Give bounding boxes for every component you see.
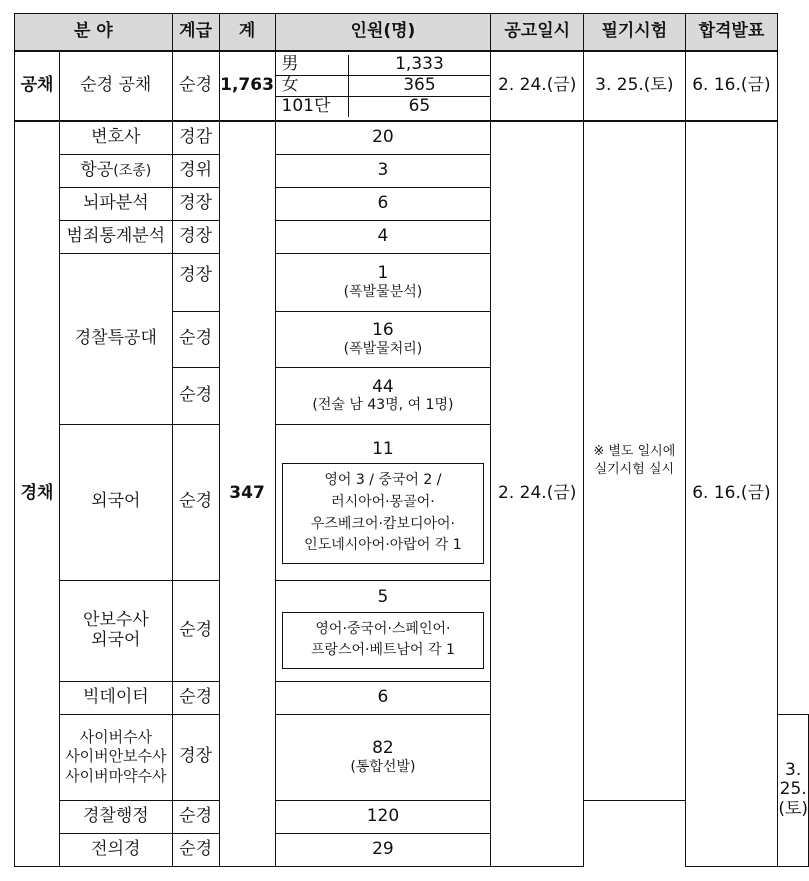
veterans-rank: 순경 bbox=[172, 833, 219, 866]
public-result-date: 6. 16.(금) bbox=[685, 51, 778, 121]
lawyer-count: 20 bbox=[275, 121, 491, 154]
security-foreign-field-line-1: 안보수사 bbox=[82, 609, 149, 630]
veterans-field: 전의경 bbox=[60, 833, 173, 866]
public-rank: 순경 bbox=[172, 51, 219, 121]
foreign-detail-box bbox=[282, 463, 485, 564]
swat-count-2-detail: (폭발물처리) bbox=[343, 340, 423, 357]
header-field: 분 야 bbox=[15, 14, 173, 52]
public-breakdown-table bbox=[276, 55, 491, 117]
swat-field: 경찰특공대 bbox=[60, 253, 173, 424]
security-foreign-count-value: 5 bbox=[377, 587, 389, 608]
lawyer-field: 변호사 bbox=[60, 121, 173, 154]
swat-count-3-value: 44 bbox=[372, 376, 394, 397]
eeg-field: 뇌파분석 bbox=[60, 187, 173, 220]
bigdata-field: 빅데이터 bbox=[60, 681, 173, 714]
crimestat-rank: 경장 bbox=[172, 220, 219, 253]
special-written-exam: 3. 25.(토) bbox=[778, 714, 809, 866]
foreign-count-value: 11 bbox=[372, 438, 394, 459]
public-notice-date: 2. 24.(금) bbox=[491, 51, 584, 121]
breakdown-row bbox=[276, 76, 491, 97]
public-category: 공채 bbox=[15, 51, 60, 121]
security-foreign-field bbox=[60, 580, 173, 681]
swat-count-1-value: 1 bbox=[377, 263, 389, 284]
cyber-field-line-2: 사이버안보수사 bbox=[65, 747, 167, 766]
bigdata-count: 6 bbox=[275, 681, 491, 714]
swat-count-2 bbox=[275, 311, 491, 367]
cyber-field bbox=[60, 714, 173, 800]
recruitment-schedule-table bbox=[14, 13, 809, 867]
eeg-rank: 경장 bbox=[172, 187, 219, 220]
special-result-date: 6. 16.(금) bbox=[685, 121, 778, 866]
public-written-exam: 3. 25.(토) bbox=[584, 51, 685, 121]
cyber-count-detail: (통합선발) bbox=[350, 758, 416, 775]
foreign-detail-line: 러시아어·몽골어· bbox=[331, 494, 435, 511]
recruitment-table-page bbox=[14, 13, 809, 867]
public-total: 1,763 bbox=[219, 51, 275, 121]
swat-rank-3: 순경 bbox=[172, 367, 219, 424]
header-rank: 계급 bbox=[172, 14, 219, 52]
breakdown-value-female: 365 bbox=[348, 76, 490, 97]
security-foreign-detail-box bbox=[282, 612, 485, 669]
breakdown-label-female: 女 bbox=[276, 76, 349, 97]
header-personnel: 인원(명) bbox=[275, 14, 491, 52]
note-line-1: ※ 별도 일시에 bbox=[593, 444, 676, 460]
header-row bbox=[15, 14, 809, 52]
public-field: 순경 공채 bbox=[60, 51, 173, 121]
admin-count: 120 bbox=[275, 800, 491, 833]
lawyer-rank: 경감 bbox=[172, 121, 219, 154]
breakdown-value-101: 65 bbox=[348, 97, 490, 118]
swat-count-3-detail: (전술 남 43명, 여 1명) bbox=[312, 397, 454, 414]
cyber-count bbox=[275, 714, 491, 800]
header-notice-date: 공고일시 bbox=[491, 14, 584, 52]
foreign-detail-line: 우즈베크어·캄보디아어· bbox=[310, 515, 455, 532]
cyber-rank: 경장 bbox=[172, 714, 219, 800]
aviation-field-main: 항공 bbox=[80, 159, 114, 180]
swat-count-3 bbox=[275, 367, 491, 424]
breakdown-row bbox=[276, 97, 491, 118]
bigdata-rank: 순경 bbox=[172, 681, 219, 714]
swat-rank-2: 순경 bbox=[172, 311, 219, 367]
swat-count-1 bbox=[275, 253, 491, 311]
aviation-rank: 경위 bbox=[172, 154, 219, 187]
special-written-exam-note bbox=[584, 121, 685, 800]
header-written-exam: 필기시험 bbox=[584, 14, 685, 52]
security-foreign-field-line-2: 외국어 bbox=[91, 629, 141, 650]
foreign-detail-line: 인도네시아어·아랍어 각 1 bbox=[304, 537, 462, 554]
breakdown-value-male: 1,333 bbox=[395, 54, 444, 75]
header-total: 계 bbox=[219, 14, 275, 52]
crimestat-field: 범죄통계분석 bbox=[60, 220, 173, 253]
header-result-date: 합격발표 bbox=[685, 14, 778, 52]
public-breakdown bbox=[275, 51, 491, 121]
eeg-count: 6 bbox=[275, 187, 491, 220]
security-foreign-detail-line: 영어·중국어·스페인어· bbox=[315, 620, 451, 637]
swat-count-1-detail: (폭발물분석) bbox=[343, 283, 423, 300]
public-row bbox=[15, 51, 809, 121]
crimestat-count: 4 bbox=[275, 220, 491, 253]
cyber-count-value: 82 bbox=[372, 738, 394, 759]
admin-rank: 순경 bbox=[172, 800, 219, 833]
special-notice-date: 2. 24.(금) bbox=[491, 121, 584, 866]
cyber-field-line-3: 사이버마약수사 bbox=[65, 766, 167, 785]
admin-field: 경찰행정 bbox=[60, 800, 173, 833]
aviation-count: 3 bbox=[275, 154, 491, 187]
aviation-field-sub: (조종) bbox=[113, 162, 152, 179]
special-total: 347 bbox=[219, 121, 275, 866]
breakdown-row bbox=[276, 55, 491, 76]
security-foreign-rank: 순경 bbox=[172, 580, 219, 681]
breakdown-label-male: 男 bbox=[276, 55, 349, 76]
security-foreign-count bbox=[275, 580, 491, 681]
aviation-field bbox=[60, 154, 173, 187]
security-foreign-detail-line: 프랑스어·베트남어 각 1 bbox=[310, 642, 455, 659]
swat-count-2-value: 16 bbox=[372, 320, 394, 341]
note-line-2: 실기시험 실시 bbox=[594, 461, 675, 477]
breakdown-label-101: 101단 bbox=[276, 97, 349, 118]
veterans-count: 29 bbox=[275, 833, 491, 866]
cyber-field-line-1: 사이버수사 bbox=[79, 727, 153, 746]
swat-rank-1: 경장 bbox=[172, 253, 219, 311]
special-row-lawyer bbox=[15, 121, 809, 154]
foreign-rank: 순경 bbox=[172, 424, 219, 580]
foreign-count bbox=[275, 424, 491, 580]
foreign-field: 외국어 bbox=[60, 424, 173, 580]
special-category: 경채 bbox=[15, 121, 60, 866]
foreign-detail-line: 영어 3 / 중국어 2 / bbox=[324, 472, 442, 489]
